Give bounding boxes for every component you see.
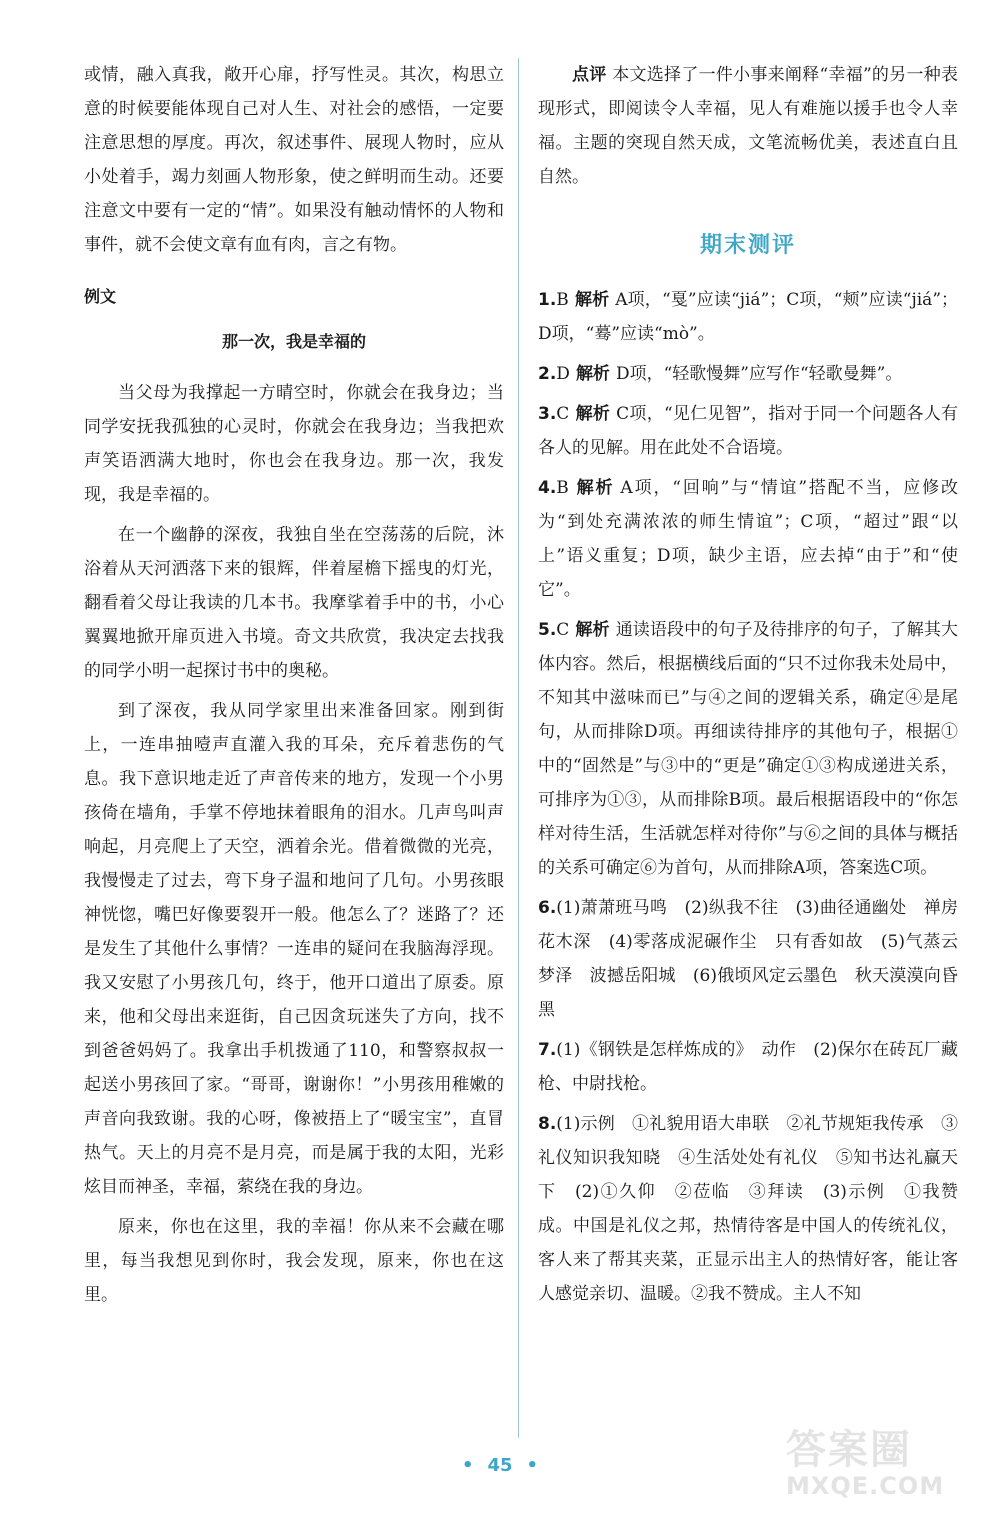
answer-3 — [538, 397, 958, 465]
comment-label: 点评 — [572, 65, 607, 85]
intro-paragraph: 或情，融入真我，敞开心扉，抒写性灵。其次，构思立意的时候要能体现自己对人生、对社会的感悟，一定要注意思想的厚度。再次，叙述事件、展现人物时，应从小处着手，竭力刻画人物形象，使之鲜明而生动。还要注意文中要有一定的“情”。如果没有触动情怀的人物和事件，就不会使文章有血有肉，言之有物。 — [84, 65, 504, 255]
answer-choice: C — [556, 404, 570, 424]
watermark-text: 答案圈 — [786, 1427, 912, 1473]
answer-text: (1)《钢铁是怎样炼成的》 动作 (2)保尔在砖瓦厂藏枪、中尉找枪。 — [538, 1040, 958, 1094]
comment-paragraph — [538, 58, 958, 194]
dot-icon: • — [461, 1455, 474, 1476]
answer-key-label: 解析 — [575, 404, 611, 424]
answer-number: 1. — [538, 290, 557, 310]
answer-5 — [538, 613, 958, 885]
answer-choice: B — [556, 478, 569, 498]
example-label: 例文 — [84, 287, 117, 306]
answer-text: A项，“戛”应读“jiá”；C项，“颊”应读“jiá”；D项，“蓦”应读“mò”。 — [538, 290, 959, 344]
page-number-value: 45 — [487, 1455, 513, 1476]
answer-text: C项，“见仁见智”，指对于同一个问题各人有各人的见解。用在此处不合语境。 — [538, 404, 959, 458]
answer-choice: D — [556, 364, 570, 384]
answer-key-label: 解析 — [574, 290, 610, 310]
essay-paragraph-4: 原来，你也在这里，我的幸福！你从来不会藏在哪里，每当我想见到你时，我会发现，原来，你也在这里。 — [84, 1217, 504, 1305]
answer-number: 6. — [538, 898, 557, 918]
answer-key-label: 解析 — [574, 478, 615, 498]
answer-2 — [538, 357, 958, 391]
answer-number: 2. — [538, 364, 557, 384]
answer-text: (1)萧萧班马鸣 (2)纵我不往 (3)曲径通幽处 禅房花木深 (4)零落成泥碾作尘 只有香如故 (5)气蒸云梦泽 波撼岳阳城 (6)俄顷风定云墨色 秋天漠漠向昏黑 — [538, 898, 958, 1020]
answer-key-label: 解析 — [575, 620, 610, 640]
answer-8 — [538, 1107, 958, 1311]
watermark-url: MXQE.COM — [786, 1472, 945, 1500]
comment-text: 本文选择了一件小事来阐释“幸福”的另一种表现形式，即阅读令人幸福，见人有难施以援手也令人幸福。主题的突现自然天成，文笔流畅优美，表述直白且自然。 — [538, 65, 959, 187]
essay-title: 那一次，我是幸福的 — [221, 332, 366, 351]
answer-number: 3. — [538, 404, 557, 424]
answer-text: 通读语段中的句子及待排序的句子，了解其大体内容。然后，根据横线后面的“只不过你我未处局中，不知其中滋味而已”与④之间的逻辑关系，确定④是尾句，从而排除D项。再细读待排序的其他句子，根据①中的“固然是”与③中的“更是”确定①③构成递进关系，可排序为①③，从而排除B项。最后根据语段中的“你怎样对待生活，生活就怎样对待你”与⑥之间的具体与概括的关系可确定⑥为首句，从而排除A项，答案选C项。 — [538, 620, 959, 878]
answer-text: D项，“轻歌慢舞”应写作“轻歌曼舞”。 — [615, 364, 903, 384]
essay-paragraph-1: 当父母为我撑起一方晴空时，你就会在我身边；当同学安抚我孤独的心灵时，你就会在我身边；当我把欢声笑语洒满大地时，你也会在我身边。那一次，我发现，我是幸福的。 — [84, 383, 504, 505]
right-column — [538, 58, 958, 1311]
answer-choice: C — [556, 620, 570, 640]
answer-4 — [538, 471, 958, 607]
answer-text: (1)示例 ①礼貌用语大串联 ②礼节规矩我传承 ③礼仪知识我知晓 ④生活处处有礼仪 ⑤知书达礼赢天下 (2)①久仰 ②莅临 ③拜读 (3)示例 ①我赞成。中国是礼仪之邦，热情待客是中国人的传统礼仪，客人来了帮其夹菜，正显示出主人的热情好客，能让客人感觉亲切、温暖。②我不赞成。主人不知 — [538, 1114, 958, 1304]
section-title: 期末测评 — [699, 233, 796, 258]
answer-6 — [538, 891, 958, 1027]
answer-number: 7. — [538, 1040, 557, 1060]
answer-choice: B — [556, 290, 569, 310]
watermark-logo — [786, 1428, 976, 1498]
answer-number: 8. — [538, 1114, 557, 1134]
column-divider — [518, 58, 519, 1438]
dot-icon: • — [526, 1455, 539, 1476]
answer-key-label: 解析 — [575, 364, 610, 384]
answer-text: A项，“回响”与“情谊”搭配不当，应修改为“到处充满浓浓的师生情谊”；C项，“超过”跟“以上”语义重复；D项，缺少主语，应去掉“由于”和“使它”。 — [538, 478, 959, 600]
answer-7 — [538, 1033, 958, 1101]
answer-number: 5. — [538, 620, 557, 640]
essay-paragraph-3: 到了深夜，我从同学家里出来准备回家。刚到街上，一连串抽噎声直灌入我的耳朵，充斥着悲伤的气息。我下意识地走近了声音传来的地方，发现一个小男孩倚在墙角，手掌不停地抹着眼角的泪水。几声鸟叫声响起，月亮爬上了天空，洒着余光。借着微微的光亮，我慢慢走了过去，弯下身子温和地问了几句。小男孩眼神恍惚，嘴巴好像要裂开一般。他怎么了？迷路了？还是发生了其他什么事情？一连串的疑问在我脑海浮现。我又安慰了小男孩几句，终于，他开口道出了原委。原来，他和父母出来逛街，自己因贪玩迷失了方向，找不到爸爸妈妈了。我拿出手机拨通了110，和警察叔叔一起送小男孩回了家。“哥哥，谢谢你！”小男孩用稚嫩的声音向我致谢。我的心呀，像被捂上了“暖宝宝”，直冒热气。天上的月亮不是月亮，而是属于我的太阳，光彩炫目而神圣，幸福，萦绕在我的身边。 — [84, 701, 504, 1197]
essay-paragraph-2: 在一个幽静的深夜，我独自坐在空荡荡的后院，沐浴着从天河洒落下来的银辉，伴着屋檐下摇曳的灯光，翻看着父母让我读的几本书。我摩挲着手中的书，小心翼翼地掀开扉页进入书境。奇文共欣赏，我决定去找我的同学小明一起探讨书中的奥秘。 — [84, 525, 504, 681]
left-column — [84, 58, 504, 1312]
answer-1 — [538, 283, 958, 351]
answer-number: 4. — [538, 478, 557, 498]
